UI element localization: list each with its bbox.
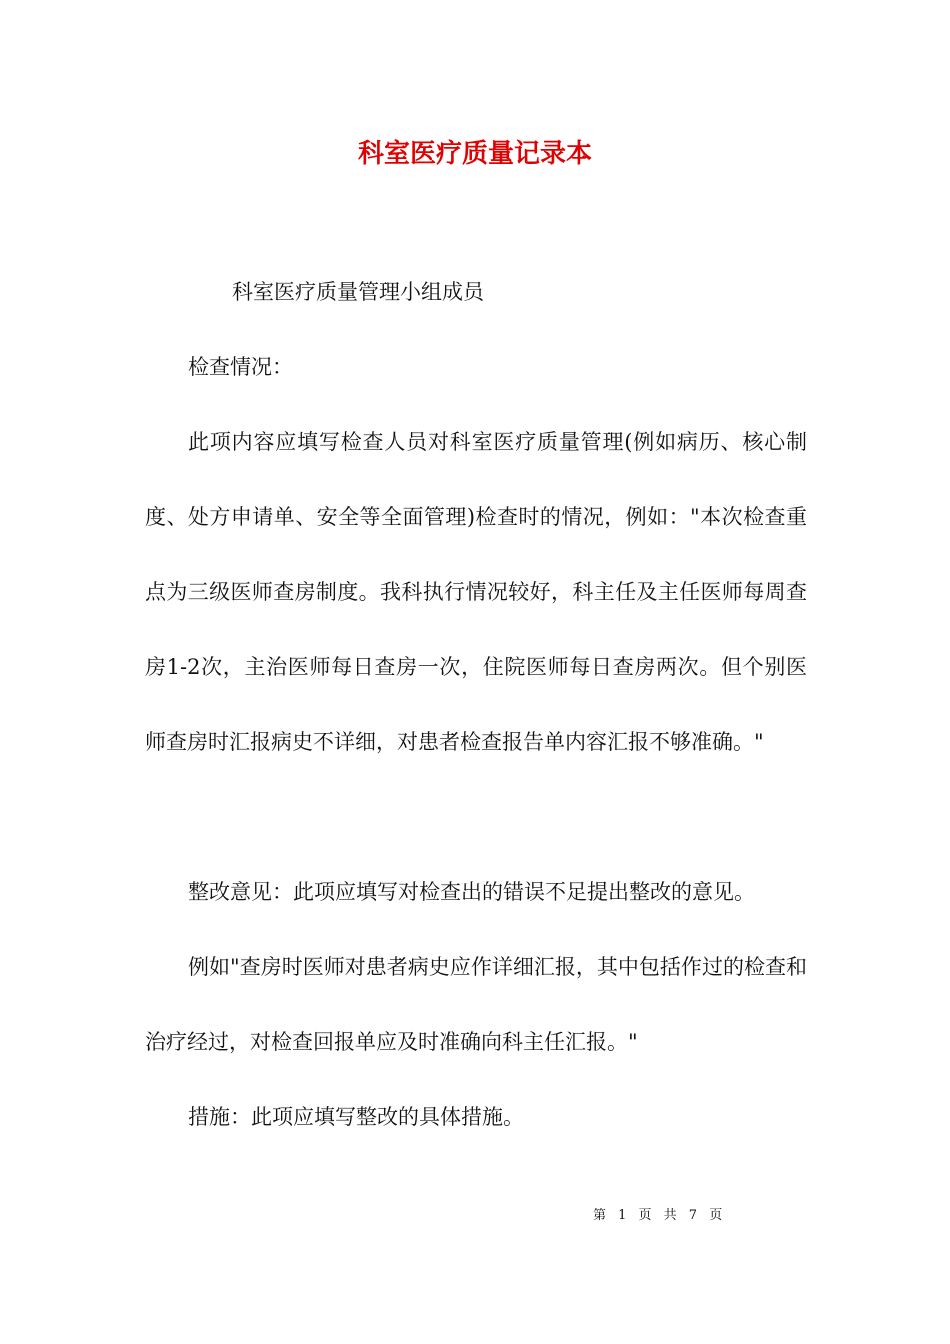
subtitle: 科室医疗质量管理小组成员 [232,280,484,304]
paragraph-measures: 措施：此项应填写整改的具体措施。 [188,1105,524,1129]
paragraph-rectification: 整改意见：此项应填写对检查出的错误不足提出整改的意见。 [188,880,755,904]
paragraph-inspection-content: 此项内容应填写检查人员对科室医疗质量管理(例如病历、核心制度、处方申请单、安全等全面管理)检查时的情况，例如："本次检查重点为三级医师查房制度。我科执行情况较好，科主任及主任医师每周查房1-2次，主治医师每日查房一次，住院医师每日查房两次。但个别医师查房时汇报病史不详细，对患者检查报告单内容汇报不够准确。" [145,430,807,754]
paragraph-inspection-label: 检查情况： [188,355,293,379]
paragraph-rectification-example: 例如"查房时医师对患者病史应作详细汇报，其中包括作过的检查和治疗经过，对检查回报单应及时准确向科主任汇报。" [145,955,807,1054]
page-number: 第 1 页 共 7 页 [593,1208,724,1223]
page-title: 科室医疗质量记录本 [357,139,592,169]
